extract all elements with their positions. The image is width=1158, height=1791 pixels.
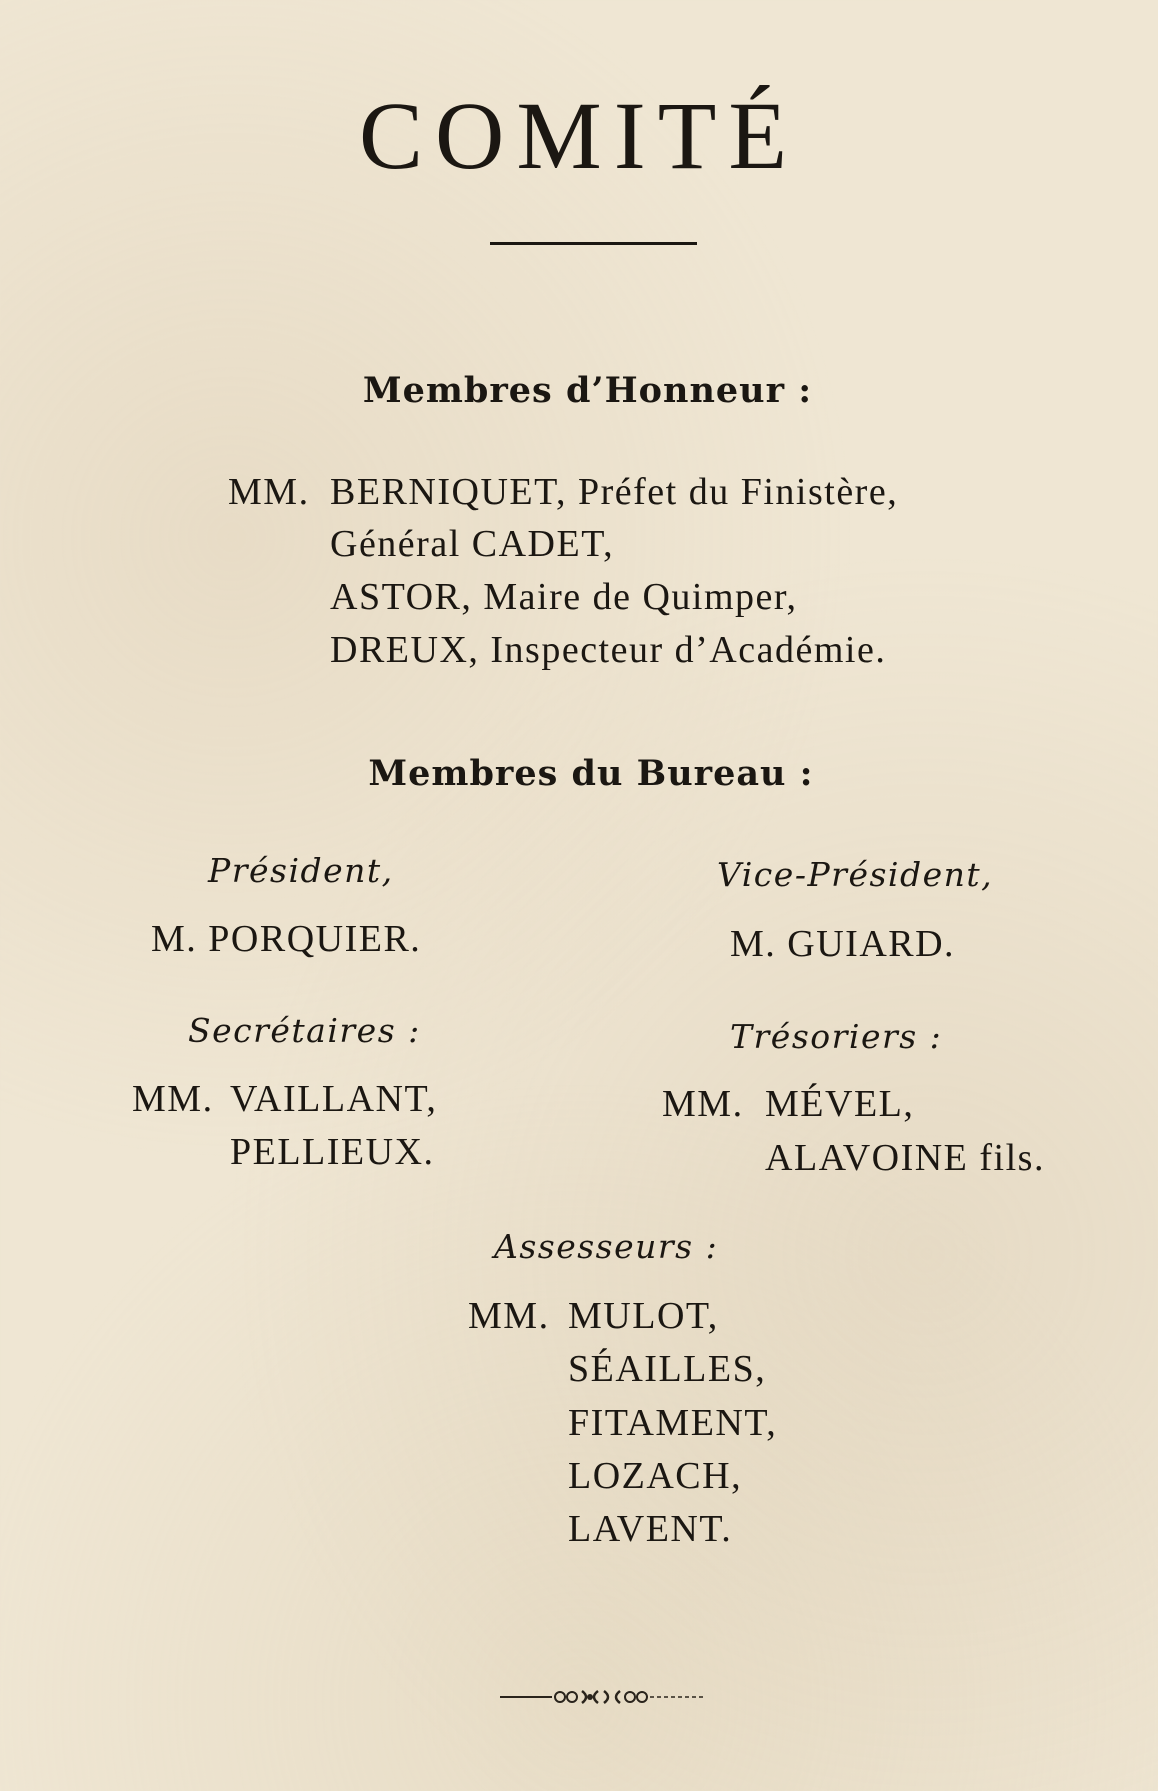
page-title: COMITÉ — [359, 82, 799, 189]
assesseur-name: FITAMENT, — [568, 1402, 778, 1444]
honneur-heading: Membres d’Honneur : — [362, 370, 813, 411]
assesseur-name: SÉAILLES, — [568, 1348, 767, 1390]
tresoriers-label: Trésoriers : — [730, 1017, 943, 1056]
title-underline — [490, 242, 697, 245]
assesseur-name: LAVENT. — [568, 1508, 733, 1550]
vice-president-label: Vice-Président, — [717, 855, 994, 894]
honneur-member: Général CADET, — [330, 523, 615, 565]
tresoriers-prefix: MM. — [662, 1083, 744, 1125]
secretaire-name: PELLIEUX. — [230, 1131, 435, 1173]
assesseurs-label: Assesseurs : — [494, 1227, 719, 1266]
assesseurs-prefix: MM. — [468, 1295, 550, 1337]
honneur-member: ASTOR, Maire de Quimper, — [330, 576, 798, 618]
secretaires-prefix: MM. — [132, 1078, 214, 1120]
assesseur-name: LOZACH, — [568, 1455, 743, 1497]
secretaire-name: VAILLANT, — [230, 1078, 438, 1120]
assesseur-name: MULOT, — [568, 1295, 719, 1337]
tresorier-name: MÉVEL, — [765, 1083, 915, 1125]
honneur-member: BERNIQUET, Préfet du Finistère, — [330, 471, 899, 513]
bureau-heading: Membres du Bureau : — [368, 753, 814, 794]
ornament-divider — [500, 1685, 705, 1709]
president-name: M. PORQUIER. — [151, 918, 422, 960]
tresorier-name: ALAVOINE fils. — [765, 1137, 1045, 1179]
honneur-prefix: MM. — [228, 471, 310, 513]
vice-president-name: M. GUIARD. — [730, 923, 956, 965]
honneur-member: DREUX, Inspecteur d’Académie. — [330, 629, 887, 671]
president-label: Président, — [208, 851, 394, 890]
secretaires-label: Secrétaires : — [188, 1011, 421, 1050]
